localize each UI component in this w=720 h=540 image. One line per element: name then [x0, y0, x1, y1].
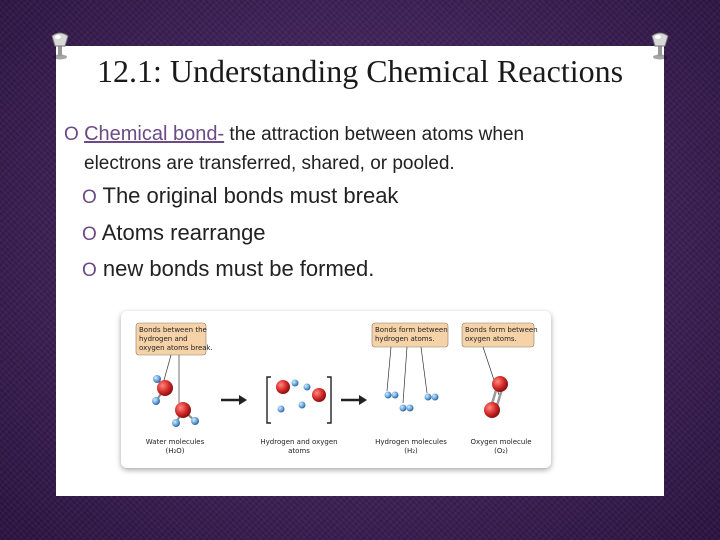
caption	[260, 438, 337, 455]
callout-text: oxygen atoms break.	[139, 344, 213, 352]
callout-text: hydrogen and	[139, 335, 188, 343]
arrow-icon	[341, 395, 367, 405]
sub-bullet-text: new bonds must be formed.	[102, 256, 375, 281]
callout-text: Bonds between the	[139, 326, 207, 334]
reaction-diagram	[121, 311, 551, 468]
bullet-marker: O	[82, 260, 97, 281]
caption-text: (O₂)	[494, 447, 508, 455]
callout-text: oxygen atoms.	[465, 335, 517, 343]
caption-text: Hydrogen and oxygen	[260, 438, 338, 446]
callout-text: Bonds form between	[375, 326, 448, 334]
caption-text: Oxygen molecule	[470, 438, 532, 446]
caption-text: Hydrogen molecules	[375, 438, 447, 446]
hydrogen-molecule	[425, 394, 439, 401]
caption-text: atoms	[288, 447, 310, 455]
caption	[146, 438, 205, 455]
callout-box	[462, 323, 538, 347]
sub-bullet	[82, 220, 266, 246]
hydrogen-molecule	[400, 405, 414, 412]
term-chemical-bond: Chemical bond-	[84, 123, 225, 145]
free-atoms-group	[267, 377, 331, 423]
slide-title: 12.1: Understanding Chemical Reactions	[96, 53, 624, 89]
sub-bullet-text: Atoms rearrange	[101, 220, 266, 245]
hydrogen-molecule	[385, 392, 399, 399]
caption	[470, 438, 531, 455]
callout-text: Bonds form between	[465, 326, 538, 334]
caption	[375, 438, 447, 455]
definition-line-2: electrons are transferred, shared, or pooled.	[84, 153, 455, 174]
caption-text: (H₂)	[404, 447, 418, 455]
bullet-marker: O	[82, 187, 97, 208]
caption-text: (H₂O)	[165, 447, 185, 455]
water-molecule	[172, 402, 199, 427]
water-molecule	[152, 375, 173, 405]
callout-box	[372, 323, 448, 347]
callout-text: hydrogen atoms.	[375, 335, 435, 343]
sub-bullet	[82, 183, 398, 209]
caption-text: Water molecules	[145, 438, 205, 446]
callout-box	[136, 323, 213, 355]
arrow-icon	[221, 395, 247, 405]
bullet-marker: O	[64, 124, 79, 145]
sub-bullet	[82, 256, 374, 282]
definition-line-1: the attraction between atoms when	[224, 124, 525, 145]
oxygen-molecule	[484, 376, 508, 418]
bullet-marker: O	[82, 224, 97, 245]
main-bullet	[64, 120, 664, 178]
sub-bullet-text: The original bonds must break	[102, 183, 399, 208]
